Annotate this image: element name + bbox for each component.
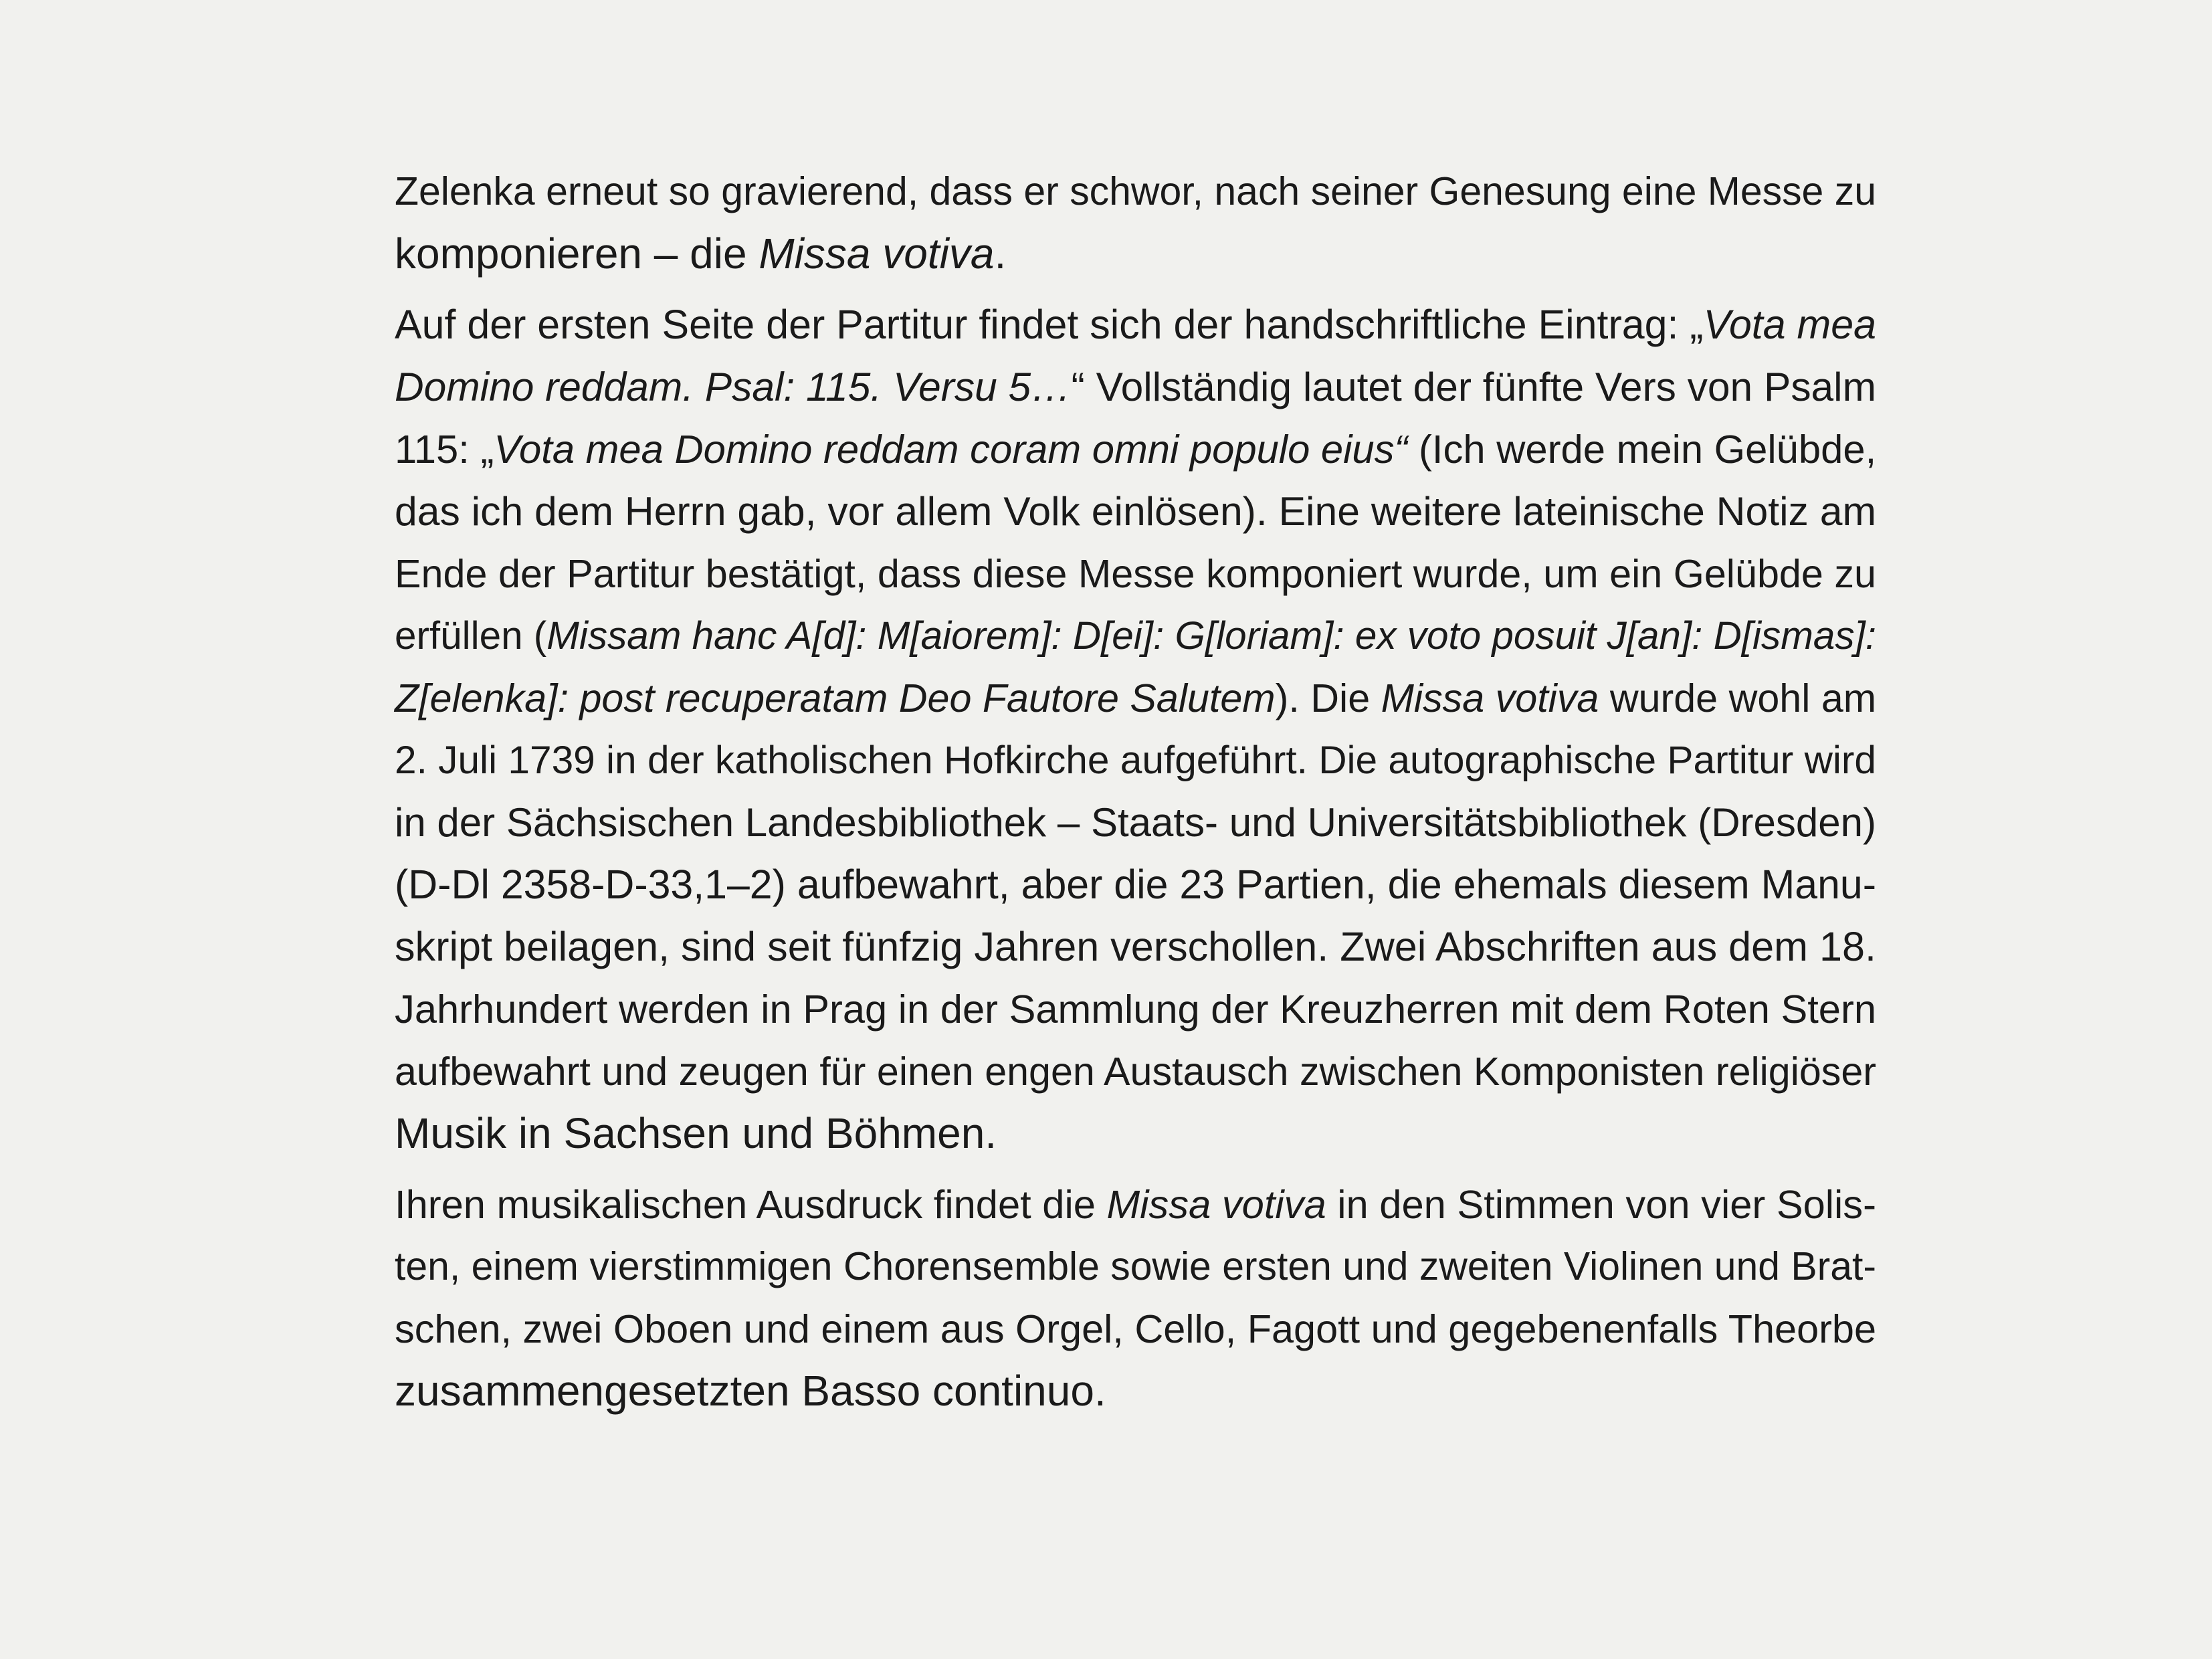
text-line — [395, 854, 1876, 916]
text-run: ). Die — [1275, 676, 1381, 720]
text-line — [395, 418, 1876, 480]
text-line — [395, 161, 1876, 223]
italic-text: Missa votiva — [759, 229, 995, 278]
text-line — [395, 480, 1876, 543]
text-run: erfüllen ( — [395, 614, 547, 658]
text-run: aufbewahrt und zeugen für einen engen Austausch zwischen Komponisten religiöser — [395, 1049, 1876, 1094]
text-line — [395, 1173, 1876, 1236]
text-line — [395, 543, 1876, 605]
text-run: Jahrhundert werden in Prag in der Sammlung der Kreuzherren mit dem Roten Stern — [395, 987, 1877, 1032]
text-run: in der Sächsischen Landesbibliothek – Staats- und Universitätsbibliothek (Dresden) — [395, 800, 1876, 845]
text-run: Musik in Sachsen und Böhmen. — [395, 1109, 997, 1157]
text-line — [395, 1298, 1876, 1360]
text-run: zusammengesetzten Basso continuo. — [395, 1367, 1106, 1415]
text-line — [395, 356, 1876, 418]
text-run: skript beilagen, sind seit fünfzig Jahren verschollen. Zwei Abschriften aus dem 18. — [395, 924, 1876, 969]
text-run: komponieren – die — [395, 229, 759, 278]
text-run: in den Stimmen von vier Solis- — [1326, 1182, 1877, 1227]
text-run: (Ich werde mein Gelübde, — [1407, 427, 1877, 472]
text-line — [395, 294, 1876, 356]
text-line — [395, 791, 1876, 854]
text-line — [395, 1236, 1876, 1298]
text-line — [395, 1360, 1876, 1422]
text-run: . — [994, 229, 1007, 278]
text-line — [395, 729, 1876, 791]
text-line — [395, 1102, 1876, 1165]
text-line — [395, 978, 1876, 1040]
paragraph-3 — [395, 1173, 1876, 1422]
text-line — [395, 667, 1876, 729]
italic-text: Vota mea Domino reddam coram omni populo eius“ — [494, 427, 1408, 472]
text-run: ten, einem vierstimmigen Chorensemble sowie ersten und zweiten Violinen und Brat- — [395, 1245, 1876, 1288]
text-run: “ Vollständig lautet der fünfte Vers von Psalm — [1071, 364, 1876, 409]
text-line — [395, 1040, 1876, 1102]
text-run: Zelenka erneut so gravierend, dass er schwor, nach seiner Genesung eine Messe zu — [395, 170, 1876, 213]
italic-text: Missa votiva — [1106, 1182, 1326, 1227]
italic-text: Domino reddam. Psal: 115. Versu 5… — [395, 364, 1072, 409]
text-run: Ihren musikalischen Ausdruck findet die — [395, 1182, 1107, 1227]
paragraph-1 — [395, 161, 1876, 285]
italic-text: Missam hanc A[d]: M[aiorem]: D[ei]: G[loriam]: ex voto posuit J[an]: D[ismas]: — [546, 614, 1876, 658]
text-run: Auf der ersten Seite der Partitur findet sich der handschriftliche Eintrag: „ — [395, 302, 1704, 347]
italic-text: Z[elenka]: post recuperatam Deo Fautore Salutem — [395, 676, 1276, 720]
paragraph-2 — [395, 294, 1876, 1165]
italic-text: Missa votiva — [1381, 676, 1599, 720]
text-line — [395, 605, 1876, 667]
text-run: 115: „ — [395, 427, 494, 472]
text-run: Ende der Partitur bestätigt, dass diese Messe komponiert wurde, um ein Gelübde zu — [395, 551, 1876, 596]
text-run: wurde wohl am — [1599, 676, 1877, 720]
text-run: 2. Juli 1739 in der katholischen Hofkirche aufgeführt. Die autographische Partitur wird — [395, 739, 1876, 782]
italic-text: Vota mea — [1703, 302, 1876, 347]
text-run: das ich dem Herrn gab, vor allem Volk einlösen). Eine weitere lateinische Notiz am — [395, 488, 1876, 534]
text-run: schen, zwei Oboen und einem aus Orgel, Cello, Fagott und gegebenenfalls Theorbe — [395, 1306, 1876, 1351]
document-body — [395, 161, 1876, 1431]
text-run: (D-Dl 2358-D-33,1–2) aufbewahrt, aber die 23 Partien, die ehemals diesem Manu- — [395, 862, 1876, 907]
text-line — [395, 916, 1876, 978]
text-line — [395, 223, 1876, 285]
